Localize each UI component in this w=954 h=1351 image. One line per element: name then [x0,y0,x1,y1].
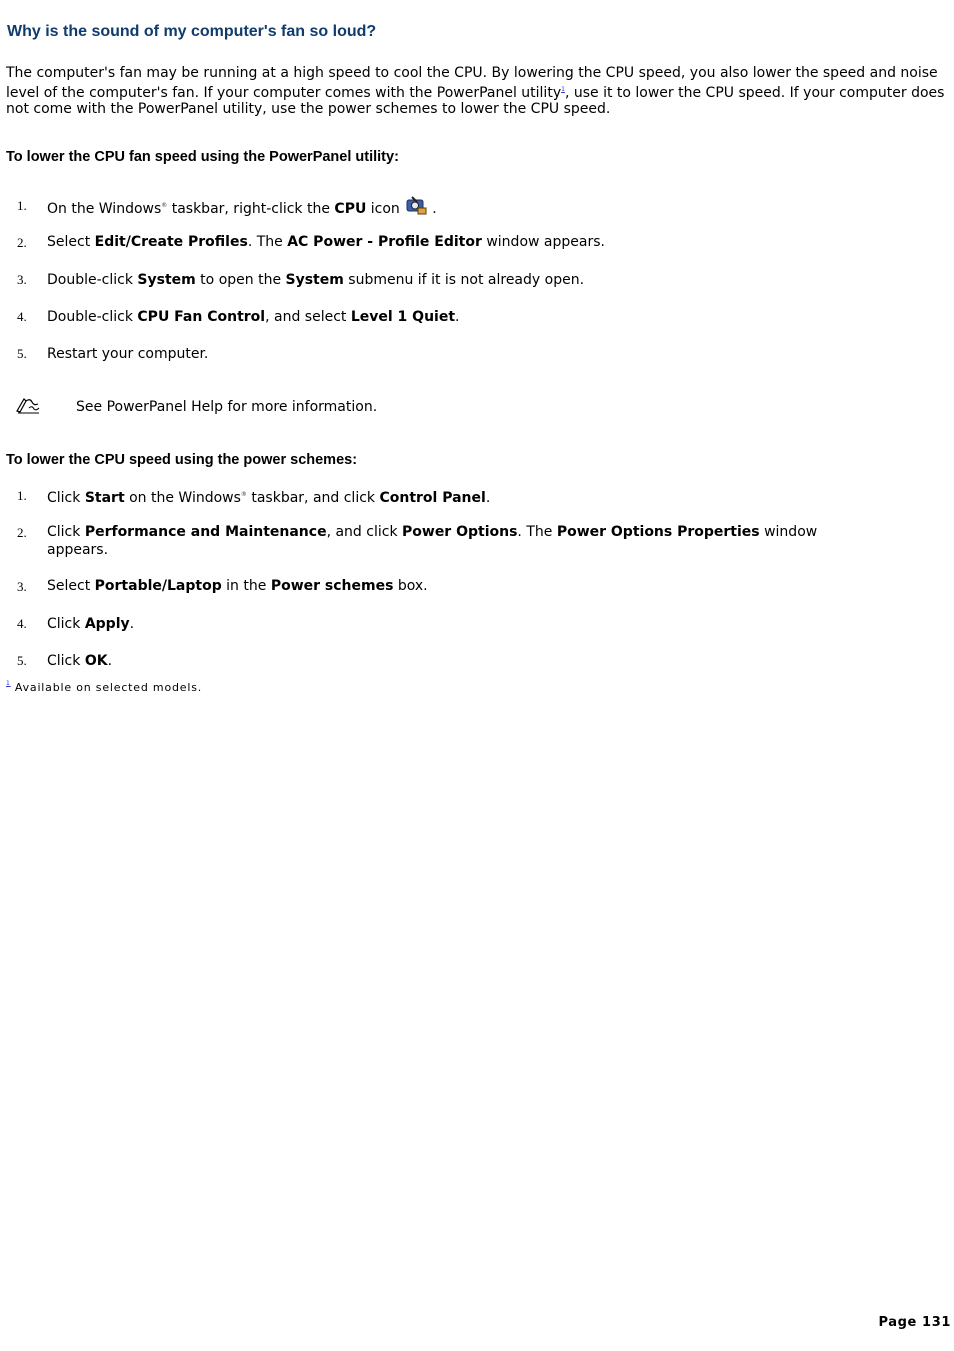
page-number: Page 131 [878,1315,951,1330]
step-number: 5. [17,653,27,668]
cpu-icon [404,196,428,221]
intro-text-1: The computer's fan may be running at a high speed to cool the CPU. By lowering the CPU speed, you also lower the speed and noise level of the computer's fan. If your computer comes with the PowerPanel utility [6,65,938,101]
section1-step-1: On the Windows® taskbar, right-click the CPU icon . [47,196,847,221]
footnote-ref-link[interactable]: 1 [561,85,565,93]
step-number: 4. [17,616,27,631]
section1-step-4: Double-click CPU Fan Control, and select Level 1 Quiet. [47,309,460,325]
footnote [6,680,202,694]
section2-step-4: Click Apply. [47,616,135,632]
step-number: 2. [17,235,27,250]
step-number: 3. [17,579,27,594]
section1-step-3: Double-click System to open the System submenu if it is not already open. [47,272,585,288]
section1-heading: To lower the CPU fan speed using the PowerPanel utility: [6,149,399,165]
step-number: 2. [17,525,27,540]
footnote-text: Available on selected models. [14,681,203,694]
intro-text-2: , use it to lower the CPU speed. If your computer does not come with the PowerPanel utility, use the power schemes to lower the CPU speed. [6,84,945,117]
step-number: 4. [17,309,27,324]
section1-step-5: Restart your computer. [47,346,209,362]
footnote-anchor-link[interactable]: 1 [6,680,11,687]
step-number: 5. [17,346,27,361]
section2-step-3: Select Portable/Laptop in the Power schemes box. [47,578,428,594]
section2-step-2: Click Performance and Maintenance, and click Power Options. The Power Options Properties window appears. [47,524,818,558]
step-number: 3. [17,272,27,287]
section2-heading: To lower the CPU speed using the power schemes: [6,452,358,468]
section1-step-2: Select Edit/Create Profiles. The AC Power - Profile Editor window appears. [47,234,605,250]
page-title: Why is the sound of my computer's fan so loud? [7,23,377,40]
intro-paragraph [6,65,951,118]
section2-step-5: Click OK. [47,653,113,669]
note-text: See PowerPanel Help for more information. [76,399,378,415]
step-number: 1. [17,198,27,213]
note-pen-icon [15,396,41,418]
section2-step-1: Click Start on the Windows® taskbar, and click Control Panel. [47,490,491,506]
step-number: 1. [17,488,27,503]
